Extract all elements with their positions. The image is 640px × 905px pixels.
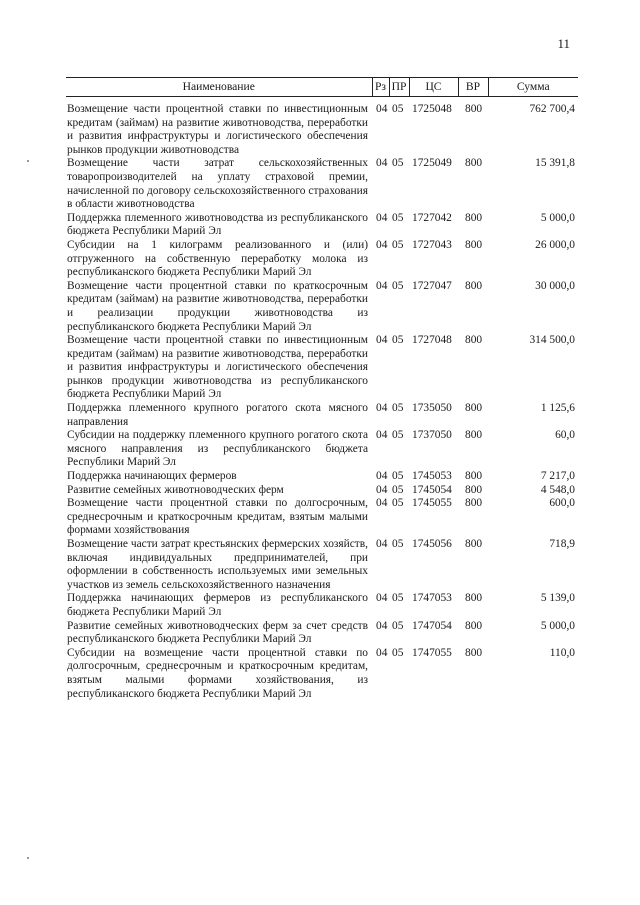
row-pr: 05 (392, 538, 404, 550)
row-sum: 5 139,0 (540, 592, 575, 605)
row-vr: 800 (465, 211, 483, 224)
row-sum: 718,9 (549, 538, 575, 550)
row-cs: 1745054 (412, 483, 452, 496)
row-vr: 800 (465, 334, 483, 347)
row-name: Возмещение части процентной ставки по инвестиционным кредитам (займам) на развитие животноводства, переработки и развития инфраструктуры и логистического обеспечения рынков продукции животноводства из республиканского бюджета Республики Марий Эл (67, 334, 368, 401)
row-sum: 4 548,0 (540, 483, 575, 496)
row-sum: 600,0 (549, 497, 575, 510)
row-sum: 762 700,4 (529, 103, 575, 115)
header-cs: ЦС (409, 78, 458, 97)
header-rz: Рз (372, 78, 389, 97)
row-rz: 04 (376, 238, 388, 251)
row-name: Возмещение части процентной ставки по долгосрочным, среднесрочным и краткосрочным кредитам, взятым малыми формами хозяйствования (67, 497, 368, 537)
table-row (66, 592, 578, 619)
margin-speck (27, 160, 29, 162)
header-name: Наименование (66, 78, 372, 97)
row-name: Поддержка начинающих фермеров (67, 470, 237, 483)
row-pr: 05 (392, 592, 404, 605)
row-cs: 1735050 (412, 402, 452, 415)
row-pr: 05 (392, 103, 404, 115)
row-name: Поддержка начинающих фермеров из республиканского бюджета Республики Марий Эл (67, 592, 368, 618)
row-rz: 04 (376, 279, 388, 292)
row-vr: 800 (465, 470, 483, 483)
row-name: Развитие семейных животноводческих ферм (67, 483, 284, 496)
table-row (66, 647, 578, 701)
row-vr: 800 (465, 238, 483, 251)
row-sum: 15 391,8 (535, 157, 575, 170)
row-cs: 1745053 (412, 470, 452, 483)
row-sum: 110,0 (549, 646, 575, 659)
row-cs: 1745055 (412, 497, 452, 510)
row-name: Возмещение части затрат сельскохозяйственных товаропроизводителей на уплату страховой премии, начисленной по договору сельскохозяйственного страхования в области животноводства (67, 157, 368, 211)
row-cs: 1737050 (412, 429, 452, 442)
row-pr: 05 (392, 211, 404, 224)
row-name: Возмещение части процентной ставки по инвестиционным кредитам (займам) на развитие животноводства, переработки и развития инфраструктуры и логистического обеспечения рынков продукции животноводства (67, 103, 368, 156)
row-rz: 04 (376, 592, 388, 605)
row-vr: 800 (465, 592, 483, 605)
row-rz: 04 (376, 157, 388, 170)
row-cs: 1725049 (412, 157, 452, 170)
row-name: Возмещение части затрат крестьянских фермерских хозяйств, включая индивидуальных предпринимателей, при оформлении в собственность используемых ими земельных участков из земель сельскохозяйственного назначения (67, 538, 368, 591)
row-sum: 314 500,0 (529, 334, 575, 347)
row-rz: 04 (376, 103, 388, 115)
row-pr: 05 (392, 238, 404, 251)
row-pr: 05 (392, 483, 404, 496)
row-rz: 04 (376, 497, 388, 510)
budget-table (66, 77, 578, 701)
row-cs: 1727047 (412, 279, 452, 292)
row-rz: 04 (376, 402, 388, 415)
row-vr: 800 (465, 429, 483, 442)
header-sum: Сумма (488, 78, 578, 97)
table-body (66, 97, 578, 702)
row-name: Возмещение части процентной ставки по краткосрочным кредитам (займам) на развитие животноводства, переработки и реализации продукции животноводства из республиканского бюджета Республики Марий Эл (67, 279, 368, 333)
row-vr: 800 (465, 497, 483, 510)
row-pr: 05 (392, 429, 404, 442)
row-vr: 800 (465, 157, 483, 170)
row-pr: 05 (392, 470, 404, 483)
row-vr: 800 (465, 619, 483, 632)
budget-table-container (66, 77, 578, 701)
row-name: Развитие семейных животноводческих ферм за счет средств республиканского бюджета Республики Марий Эл (67, 619, 368, 646)
row-vr: 800 (465, 103, 483, 115)
row-sum: 30 000,0 (535, 279, 575, 292)
table-row (66, 239, 578, 280)
table-row (66, 429, 578, 470)
row-sum: 26 000,0 (535, 238, 575, 251)
row-name: Поддержка племенного крупного рогатого скота мясного направления (67, 402, 368, 428)
row-cs: 1747054 (412, 619, 452, 632)
table-row (66, 97, 578, 158)
row-pr: 05 (392, 646, 404, 659)
row-name: Поддержка племенного животноводства из республиканского бюджета Республики Марий Эл (67, 211, 368, 238)
row-pr: 05 (392, 497, 404, 510)
table-row (66, 402, 578, 429)
row-rz: 04 (376, 334, 388, 347)
row-vr: 800 (465, 279, 483, 292)
row-vr: 800 (465, 402, 483, 415)
row-vr: 800 (465, 646, 483, 659)
row-sum: 7 217,0 (540, 470, 575, 483)
row-cs: 1745056 (412, 538, 452, 550)
table-row (66, 334, 578, 402)
table-row (66, 497, 578, 538)
row-cs: 1747053 (412, 592, 452, 605)
table-row (66, 484, 578, 498)
row-name: Субсидии на возмещение части процентной ставки по долгосрочным, среднесрочным и краткосрочным кредитам, взятым малыми формами хозяйствования, из республиканского бюджета Республики Марий Эл (67, 646, 368, 700)
row-cs: 1727042 (412, 211, 452, 224)
row-cs: 1747055 (412, 646, 452, 659)
table-row (66, 620, 578, 647)
header-vr: ВР (458, 78, 488, 97)
header-pr: ПР (389, 78, 409, 97)
row-rz: 04 (376, 619, 388, 632)
table-row (66, 157, 578, 211)
row-rz: 04 (376, 211, 388, 224)
page-number: 11 (557, 36, 570, 51)
row-pr: 05 (392, 619, 404, 632)
row-rz: 04 (376, 646, 388, 659)
row-rz: 04 (376, 429, 388, 442)
row-sum: 60,0 (555, 429, 575, 442)
row-vr: 800 (465, 538, 483, 550)
row-pr: 05 (392, 334, 404, 347)
table-header (66, 78, 578, 97)
row-name: Субсидии на поддержку племенного крупного рогатого скота мясного направления из республиканского бюджета Республики Марий Эл (67, 429, 368, 469)
row-cs: 1725048 (412, 103, 452, 115)
row-rz: 04 (376, 538, 388, 550)
row-name: Субсидии на 1 килограмм реализованного и (или) отгруженного на собственную переработку молока из республиканского бюджета Республики Марий Эл (67, 238, 368, 279)
table-row (66, 470, 578, 484)
row-vr: 800 (465, 483, 483, 496)
row-rz: 04 (376, 483, 388, 496)
margin-speck (27, 857, 29, 859)
row-pr: 05 (392, 279, 404, 292)
table-row (66, 538, 578, 592)
row-cs: 1727043 (412, 238, 452, 251)
row-sum: 1 125,6 (540, 402, 575, 415)
row-rz: 04 (376, 470, 388, 483)
row-pr: 05 (392, 402, 404, 415)
table-row (66, 280, 578, 334)
row-sum: 5 000,0 (540, 211, 575, 224)
table-row (66, 212, 578, 239)
row-sum: 5 000,0 (540, 619, 575, 632)
row-pr: 05 (392, 157, 404, 170)
row-cs: 1727048 (412, 334, 452, 347)
